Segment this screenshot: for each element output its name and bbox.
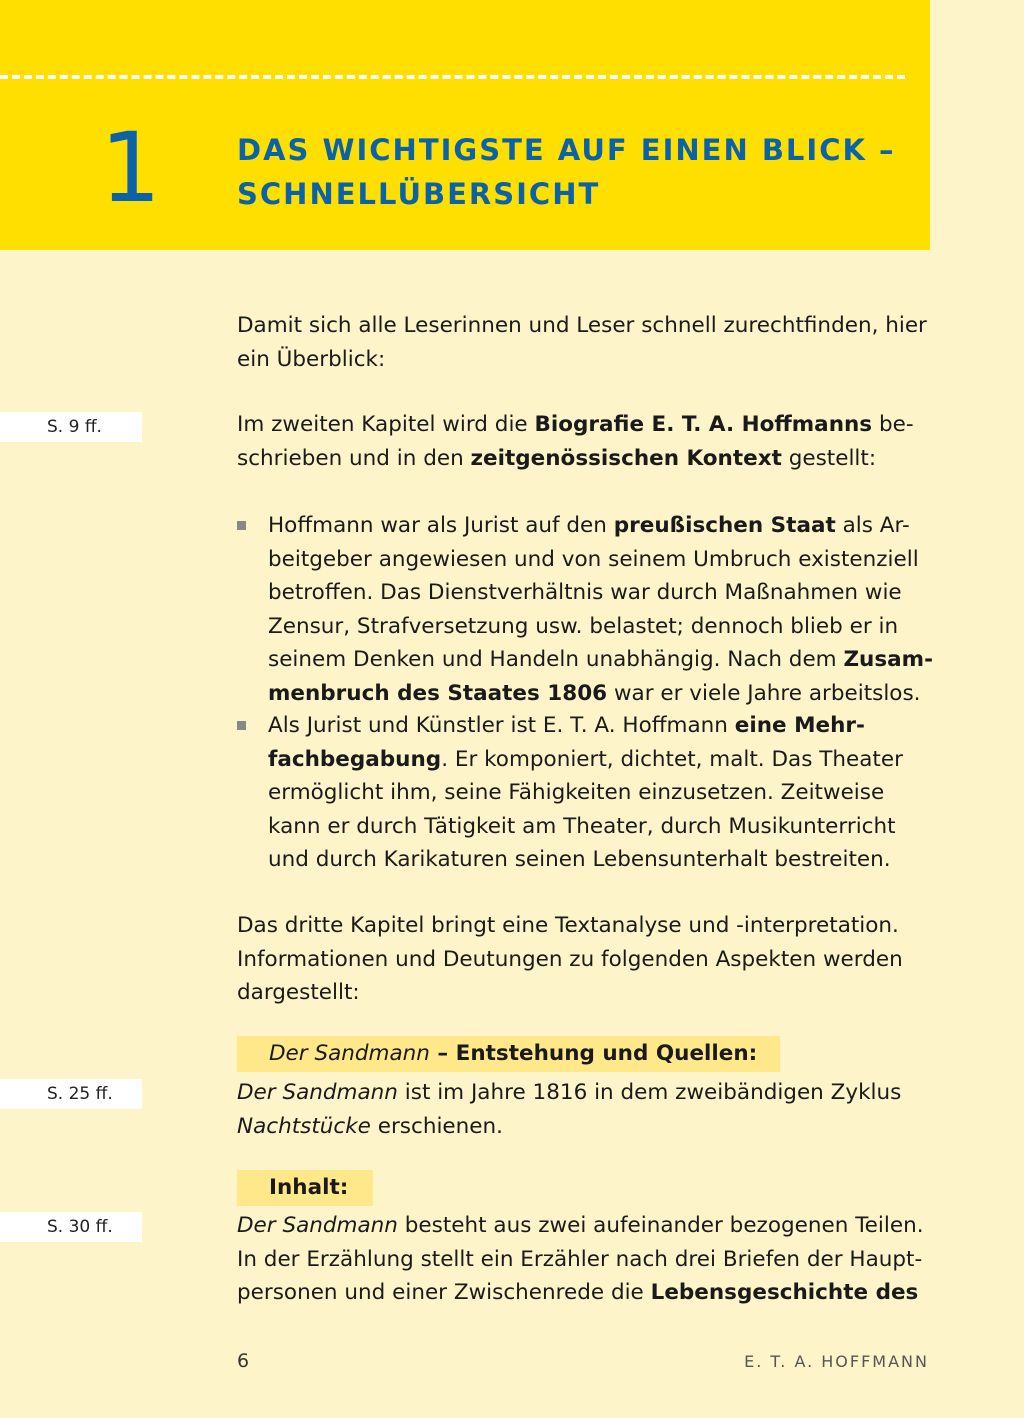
- text-span: war er viele Jahre arbeitslos.: [607, 680, 921, 706]
- chapter-number: 1: [100, 112, 162, 224]
- running-footer-author: E. T. A. HOFFMANN: [744, 1352, 929, 1371]
- text-line: dargestellt:: [237, 980, 360, 1005]
- analysis-paragraph: [237, 909, 934, 1010]
- text-span: Im zweiten Kapitel wird die: [237, 412, 535, 437]
- content-paragraph: [237, 1209, 934, 1310]
- text-line: Informationen und Deutungen zu folgenden Aspekten werden: [237, 946, 903, 972]
- chapter-header: [0, 0, 930, 250]
- italic-title: Der Sandmann: [269, 1041, 430, 1066]
- text-span: als Ar-: [835, 513, 910, 538]
- text-span: be-: [872, 412, 914, 437]
- text-line: Zensur, Strafversetzung usw. belastet; dennoch blieb er in: [268, 613, 899, 639]
- list-item: [268, 709, 934, 877]
- text-span: Als Jurist und Künstler ist E. T. A. Hoffmann: [268, 713, 735, 738]
- text-span: . Er komponiert, dichtet, malt. Das Theater: [441, 746, 903, 772]
- text-span: ist im Jahre 1816 in dem zweibändigen Zyklus: [397, 1080, 902, 1105]
- dashed-divider: [0, 75, 905, 79]
- text-line: kann er durch Tätigkeit am Theater, durch Musikunterricht: [268, 813, 896, 839]
- bold-term: preußischen Staat: [613, 513, 836, 538]
- bold-term: eine Mehr-: [734, 713, 865, 738]
- text-span: besteht aus zwei aufeinander bezogenen Teilen.: [397, 1213, 924, 1238]
- text-span: schrieben und in den: [237, 445, 471, 471]
- chapter-title-line: SCHNELLÜBERSICHT: [237, 177, 601, 211]
- bold-term: zeitgenössischen Kontext: [470, 445, 782, 471]
- italic-title: Der Sandmann: [237, 1080, 398, 1105]
- text-line: und durch Karikaturen seinen Lebensunterhalt bestreiten.: [268, 847, 891, 872]
- italic-title: Nachtstücke: [237, 1113, 371, 1139]
- text-line: betroffen. Das Dienstverhältnis war durch Maßnahmen wie: [268, 580, 902, 605]
- chapter-title: [237, 128, 917, 216]
- text-line: [237, 1276, 934, 1310]
- biography-paragraph: [237, 408, 934, 475]
- section-heading: [237, 1036, 780, 1072]
- bold-term: Lebensgeschichte des: [650, 1280, 919, 1305]
- text-line: [237, 1110, 934, 1144]
- text-span: gestellt:: [781, 445, 877, 471]
- text-span: erschienen.: [370, 1113, 503, 1139]
- heading-text: Inhalt:: [269, 1175, 349, 1200]
- page-number: 6: [237, 1350, 250, 1372]
- bold-term: menbruch des Staates 1806: [268, 680, 608, 706]
- text-line: [268, 709, 934, 743]
- text-line: Damit sich alle Leserinnen und Leser schnell zurechtfinden, hier: [237, 313, 927, 338]
- text-line: [237, 408, 934, 442]
- heading-text: – Entstehung und Quellen:: [429, 1041, 758, 1066]
- text-line: [237, 1076, 934, 1110]
- intro-paragraph: [237, 309, 934, 376]
- chapter-title-line: DAS WICHTIGSTE AUF EINEN BLICK –: [237, 133, 896, 167]
- text-line: [268, 743, 934, 777]
- text-span: personen und einer Zwischenrede die: [237, 1280, 651, 1305]
- bullet-square-icon: [237, 721, 246, 730]
- page-reference: S. 9 ff.: [0, 412, 142, 442]
- text-line: beitgeber angewiesen und von seinem Umbruch existenziell: [268, 546, 919, 572]
- text-line: [268, 509, 934, 543]
- section-heading: [237, 1170, 373, 1206]
- bold-term: fachbegabung: [268, 746, 442, 772]
- bullet-square-icon: [237, 521, 246, 530]
- list-item: [268, 509, 934, 710]
- text-line: ein Überblick:: [237, 346, 386, 372]
- text-line: [268, 677, 934, 711]
- page-reference: S. 30 ff.: [0, 1212, 142, 1242]
- origin-paragraph: [237, 1076, 934, 1143]
- bold-term: Zusam-: [843, 647, 933, 672]
- text-line: ermöglicht ihm, seine Fähigkeiten einzusetzen. Zeitweise: [268, 780, 885, 805]
- text-line: In der Erzählung stellt ein Erzähler nach drei Briefen der Haupt-: [237, 1246, 923, 1272]
- bold-term: Biografie E. T. A. Hoffmanns: [534, 412, 873, 437]
- page-reference: S. 25 ff.: [0, 1079, 142, 1109]
- text-span: seinem Denken und Handeln unabhängig. Nach dem: [268, 647, 844, 672]
- text-line: Das dritte Kapitel bringt eine Textanalyse und -interpretation.: [237, 913, 899, 938]
- text-line: [237, 442, 934, 476]
- text-span: Hoffmann war als Jurist auf den: [268, 513, 614, 538]
- text-line: [268, 643, 934, 677]
- italic-title: Der Sandmann: [237, 1213, 398, 1238]
- text-line: [237, 1209, 934, 1243]
